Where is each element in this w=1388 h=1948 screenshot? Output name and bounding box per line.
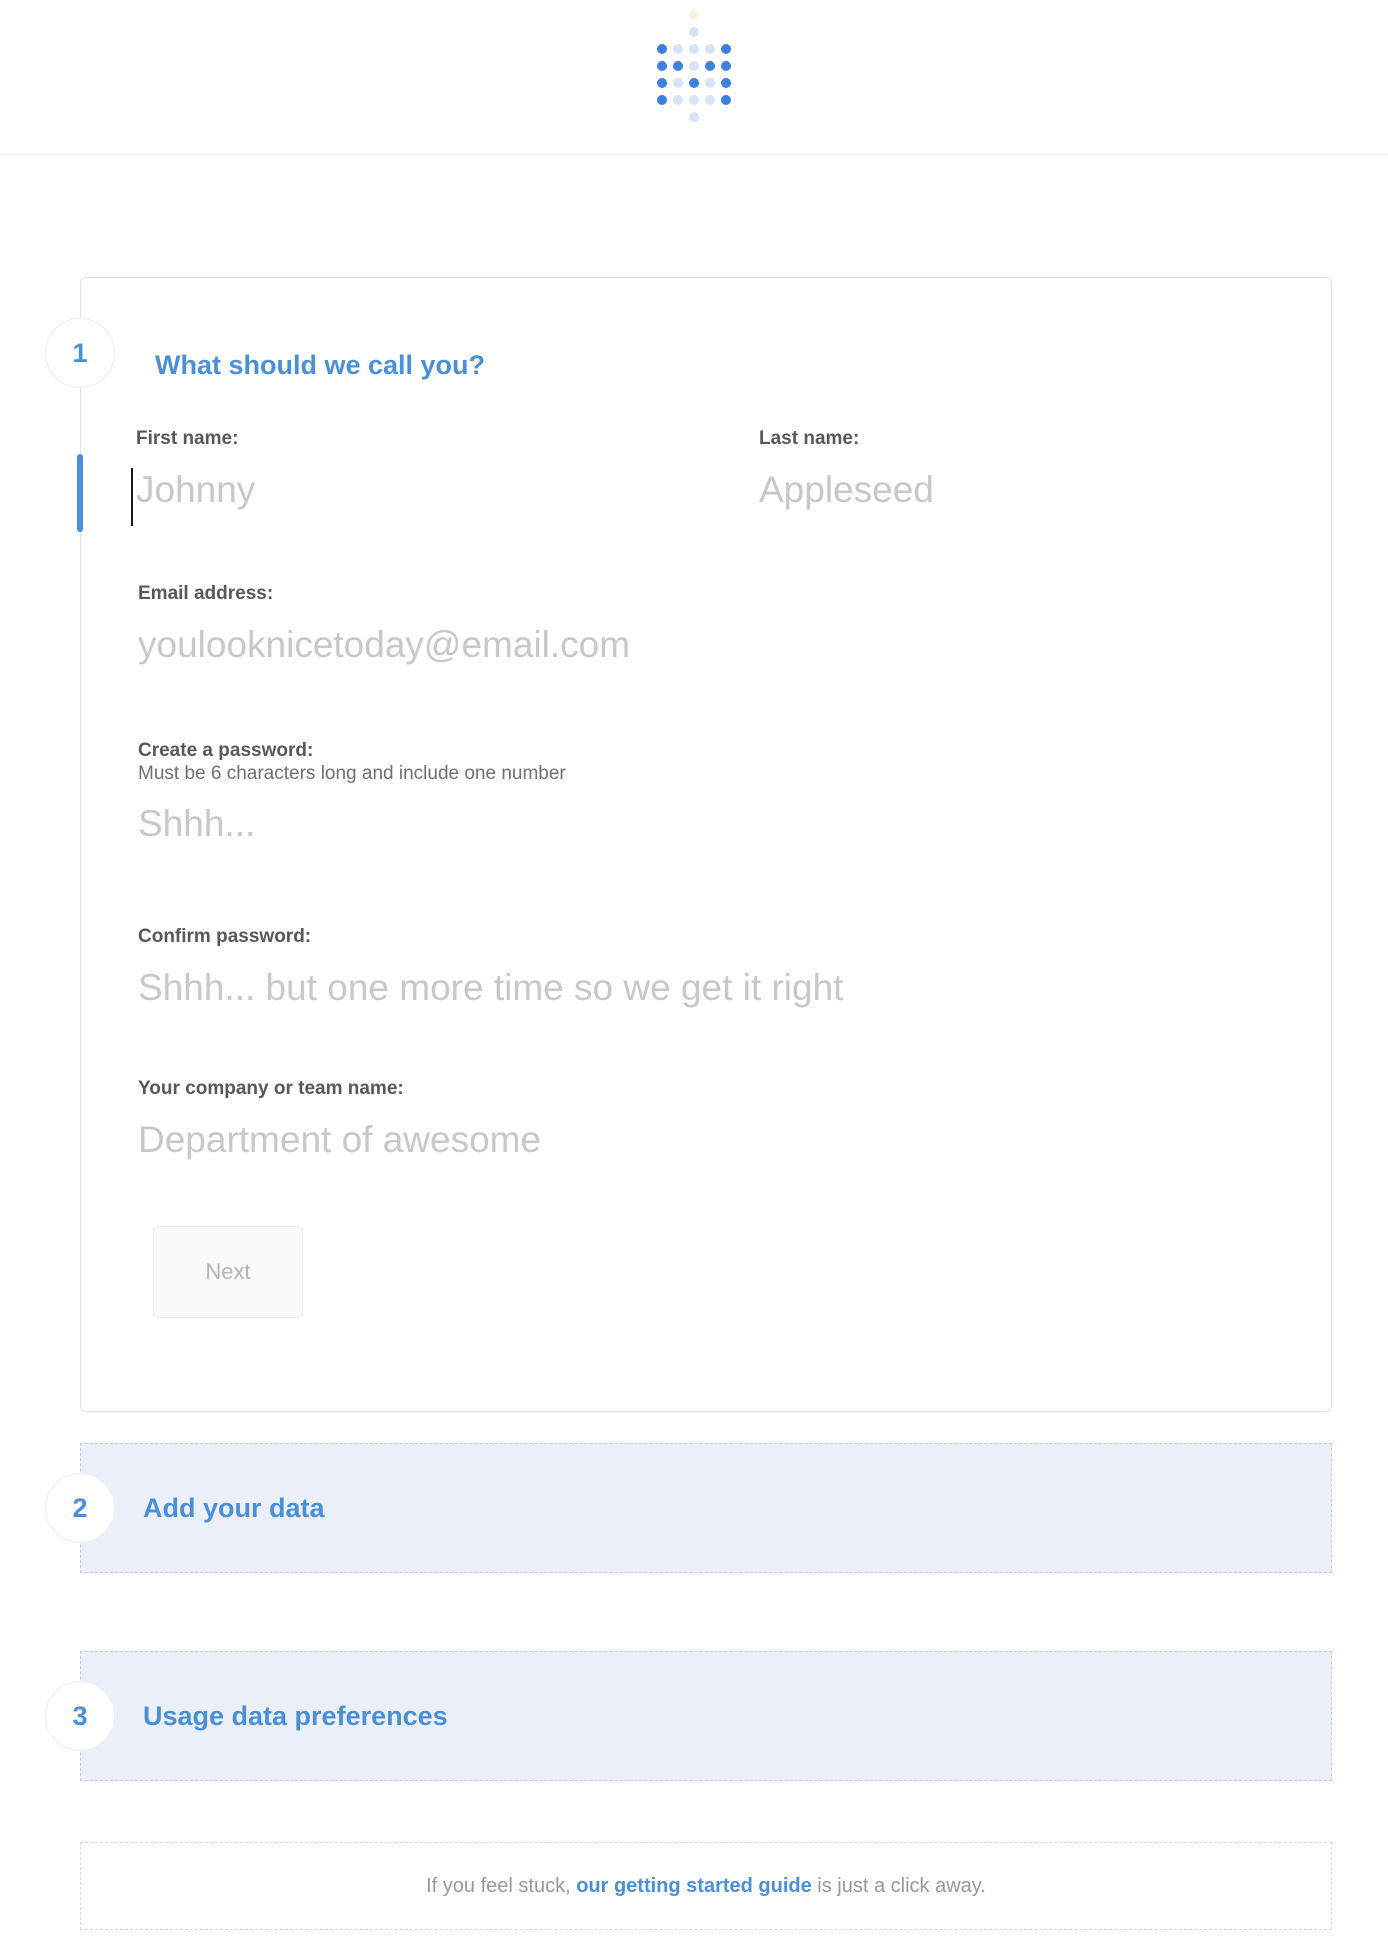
logo-dot <box>689 95 699 105</box>
logo-dot <box>657 44 667 54</box>
company-field-group <box>138 1078 1038 1166</box>
logo-dot <box>673 61 683 71</box>
step1-title: What should we call you? <box>155 350 486 380</box>
help-text-after: is just a click away. <box>811 1874 986 1897</box>
confirm-password-input[interactable] <box>138 962 1238 1014</box>
last-name-label: Last name: <box>759 428 860 449</box>
help-text-before: If you feel stuck, <box>426 1874 577 1897</box>
logo-dot <box>689 44 699 54</box>
getting-started-guide-link[interactable]: our getting started guide <box>576 1874 812 1897</box>
logo-dot <box>689 10 699 20</box>
step2-section[interactable] <box>72 1443 1332 1573</box>
focused-field-indicator <box>77 454 83 532</box>
logo-dot <box>689 61 699 71</box>
logo-dot <box>705 44 715 54</box>
confirm-password-label: Confirm password: <box>138 926 312 947</box>
step1-card <box>72 277 1332 1412</box>
confirm-password-field-group <box>138 926 1238 1014</box>
step1-number: 1 <box>72 337 88 368</box>
last-name-field-group <box>759 428 1259 516</box>
email-label: Email address: <box>138 583 274 604</box>
company-label: Your company or team name: <box>138 1078 404 1099</box>
step2-number: 2 <box>72 1492 88 1523</box>
company-input[interactable] <box>138 1114 1038 1166</box>
step1-number-badge <box>45 318 115 388</box>
step3-number: 3 <box>72 1700 88 1731</box>
step3-section[interactable] <box>72 1651 1332 1781</box>
email-input[interactable] <box>138 619 1238 671</box>
email-field-group <box>138 583 1238 671</box>
help-footer <box>80 1842 1332 1930</box>
logo-dot <box>705 61 715 71</box>
logo-dot <box>689 78 699 88</box>
text-cursor <box>131 468 133 526</box>
logo-dot <box>721 78 731 88</box>
dot-grid-logo <box>657 10 731 122</box>
logo-dot <box>657 61 667 71</box>
logo-dot <box>673 44 683 54</box>
logo-dot <box>673 78 683 88</box>
logo-dot <box>721 44 731 54</box>
logo-dot <box>657 78 667 88</box>
logo-dot <box>689 27 699 37</box>
password-label: Create a password: <box>138 740 314 761</box>
step2-title: Add your data <box>143 1492 325 1523</box>
last-name-input[interactable] <box>759 464 1259 516</box>
logo-dot <box>689 112 699 122</box>
first-name-input[interactable] <box>136 464 636 516</box>
logo-dot <box>705 95 715 105</box>
step2-number-badge <box>45 1473 115 1543</box>
password-field-group <box>138 740 1038 850</box>
header-divider <box>0 154 1388 155</box>
logo-dot <box>673 95 683 105</box>
first-name-label: First name: <box>136 428 239 449</box>
step3-number-badge <box>45 1681 115 1751</box>
next-button[interactable]: Next <box>153 1226 303 1318</box>
logo-dot <box>705 78 715 88</box>
logo-dot <box>721 61 731 71</box>
first-name-field-group <box>136 428 636 516</box>
logo-dot <box>657 95 667 105</box>
logo-dot <box>721 95 731 105</box>
password-helper-text: Must be 6 characters long and include one number <box>138 763 566 784</box>
step3-title: Usage data preferences <box>143 1700 448 1731</box>
password-input[interactable] <box>138 798 1038 850</box>
